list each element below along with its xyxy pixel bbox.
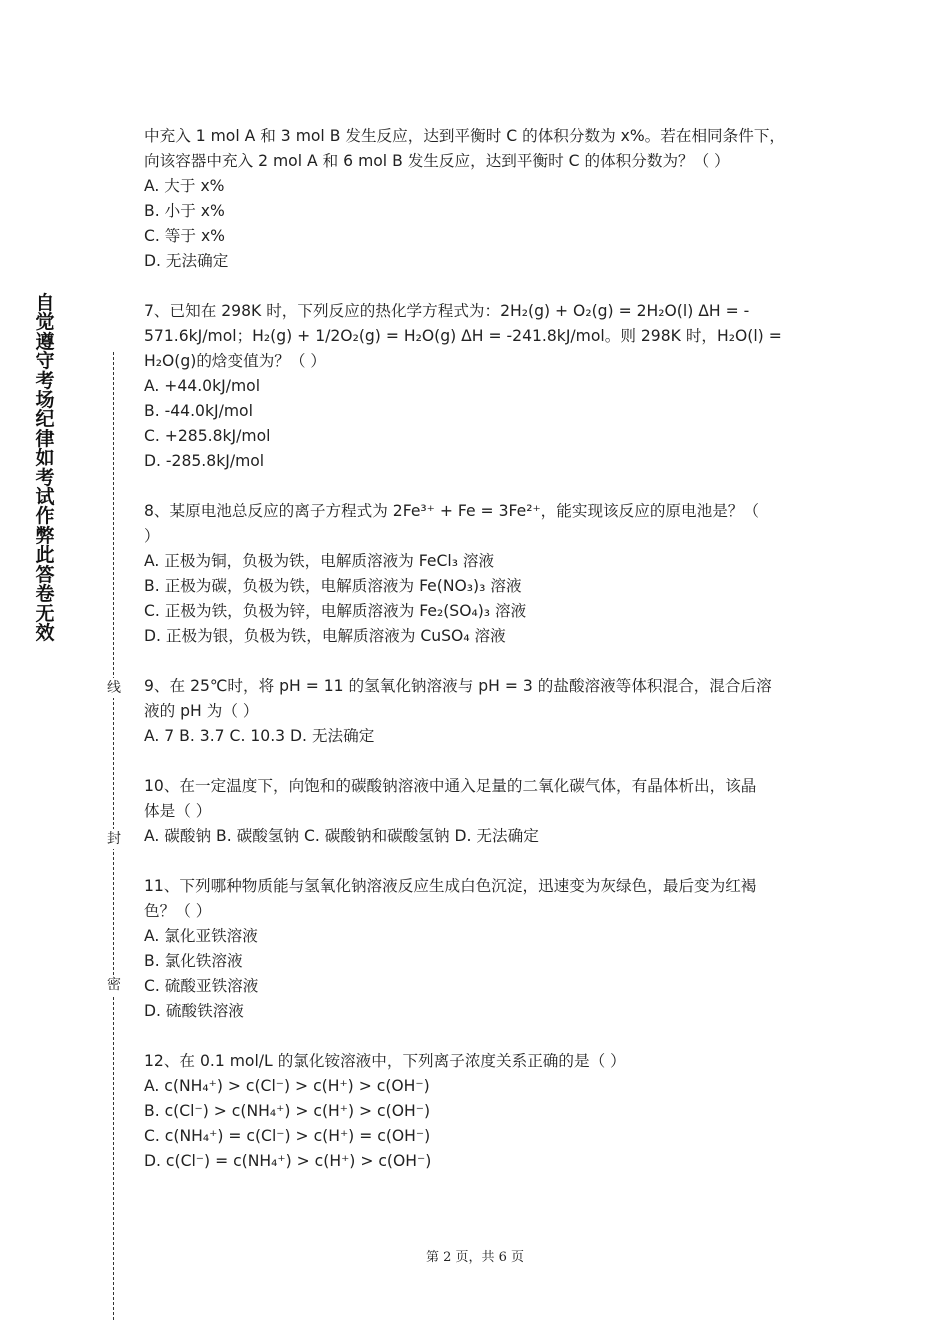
question-12 (144, 1049, 834, 1174)
warning-char: 答 (35, 563, 55, 586)
warning-char: 考 (35, 466, 55, 489)
question-9 (144, 674, 834, 749)
question-text: 571.6kJ/mol；H₂(g) + 1/2O₂(g) = H₂O(g) ΔH = -241.8kJ/mol。则 298K 时，H₂O(l) = (144, 327, 782, 345)
question-text: 8、某原电池总反应的离子方程式为 2Fe³⁺ + Fe = 3Fe²⁺，能实现该反应的原电池是？（ (144, 502, 759, 520)
question-list (144, 124, 834, 1199)
option-d: D. -285.8kJ/mol (144, 452, 265, 470)
page-number-footer: 第 2 页，共 6 页 (425, 1250, 525, 1265)
warning-char: 考 (35, 369, 55, 392)
option-c: C. +285.8kJ/mol (144, 427, 271, 445)
option-c: C. 等于 x% (144, 227, 225, 245)
option-a: A. 正极为铜，负极为铁，电解质溶液为 FeCl₃ 溶液 (144, 552, 495, 570)
option-b: B. 正极为碳，负极为铁，电解质溶液为 Fe(NO₃)₃ 溶液 (144, 577, 522, 595)
option-d: D. 硫酸铁溶液 (144, 1002, 244, 1020)
option-a: A. 氯化亚铁溶液 (144, 927, 258, 945)
warning-char: 无 (35, 602, 55, 625)
warning-char: 场 (35, 389, 55, 412)
question-text: 中充入 1 mol A 和 3 mol B 发生反应，达到平衡时 C 的体积分数为 x%。若在相同条件下， (144, 127, 786, 145)
question-text: 11、下列哪种物质能与氢氧化钠溶液反应生成白色沉淀，迅速变为灰绿色，最后变为红褐 (144, 877, 757, 895)
question-11 (144, 874, 834, 1024)
warning-char: 自 (35, 292, 55, 314)
option-a: A. +44.0kJ/mol (144, 377, 261, 395)
warning-char: 弊 (35, 524, 55, 547)
question-text: 液的 pH 为（ ） (144, 702, 259, 720)
question-text: 向该容器中充入 2 mol A 和 6 mol B 发生反应，达到平衡时 C 的体积分数为？（ ） (144, 152, 730, 170)
warning-char: 此 (35, 544, 55, 567)
exam-discipline-warning (32, 294, 58, 643)
binding-label-secret: 密 (104, 975, 124, 995)
question-10 (144, 774, 834, 849)
question-text: 色？（ ） (144, 902, 212, 920)
warning-char: 律 (35, 427, 55, 450)
question-8 (144, 499, 834, 649)
option-b: B. -44.0kJ/mol (144, 402, 253, 420)
question-6-continued (144, 124, 834, 274)
warning-char: 如 (35, 447, 55, 470)
warning-char: 卷 (35, 583, 55, 606)
question-7 (144, 299, 834, 474)
question-text: ） (144, 527, 160, 545)
option-c: C. 正极为铁，负极为锌，电解质溶液为 Fe₂(SO₄)₃ 溶液 (144, 602, 527, 620)
question-text: 体是（ ） (144, 802, 212, 820)
warning-char: 试 (35, 486, 55, 509)
option-b: B. c(Cl⁻) > c(NH₄⁺) > c(H⁺) > c(OH⁻) (144, 1102, 431, 1120)
question-text: 10、在一定温度下，向饱和的碳酸钠溶液中通入足量的二氧化碳气体，有晶体析出，该晶 (144, 777, 757, 795)
binding-label-seal: 封 (104, 829, 124, 849)
warning-char: 遵 (35, 330, 55, 353)
warning-char: 觉 (35, 311, 55, 334)
option-d: D. 正极为银，负极为铁，电解质溶液为 CuSO₄ 溶液 (144, 627, 506, 645)
warning-char: 作 (35, 505, 55, 528)
warning-char: 纪 (35, 408, 55, 431)
options-inline: A. 碳酸钠 B. 碳酸氢钠 C. 碳酸钠和碳酸氢钠 D. 无法确定 (144, 827, 539, 845)
warning-char: 守 (35, 350, 55, 373)
binding-label-line: 线 (104, 678, 124, 698)
question-text: 12、在 0.1 mol/L 的氯化铵溶液中，下列离子浓度关系正确的是（ ） (144, 1052, 626, 1070)
question-text: 9、在 25℃时，将 pH = 11 的氢氧化钠溶液与 pH = 3 的盐酸溶液等体积混合，混合后溶 (144, 677, 772, 695)
option-b: B. 氯化铁溶液 (144, 952, 243, 970)
options-inline: A. 7 B. 3.7 C. 10.3 D. 无法确定 (144, 727, 375, 745)
option-c: C. 硫酸亚铁溶液 (144, 977, 259, 995)
option-d: D. c(Cl⁻) = c(NH₄⁺) > c(H⁺) > c(OH⁻) (144, 1152, 432, 1170)
question-text: 7、已知在 298K 时，下列反应的热化学方程式为：2H₂(g) + O₂(g) = 2H₂O(l) ΔH = - (144, 302, 750, 320)
warning-char: 效 (35, 621, 55, 644)
option-a: A. 大于 x% (144, 177, 225, 195)
option-d: D. 无法确定 (144, 252, 229, 270)
option-c: C. c(NH₄⁺) = c(Cl⁻) > c(H⁺) = c(OH⁻) (144, 1127, 431, 1145)
option-b: B. 小于 x% (144, 202, 225, 220)
option-a: A. c(NH₄⁺) > c(Cl⁻) > c(H⁺) > c(OH⁻) (144, 1077, 430, 1095)
question-text: H₂O(g)的焓变值为？（ ） (144, 352, 327, 370)
